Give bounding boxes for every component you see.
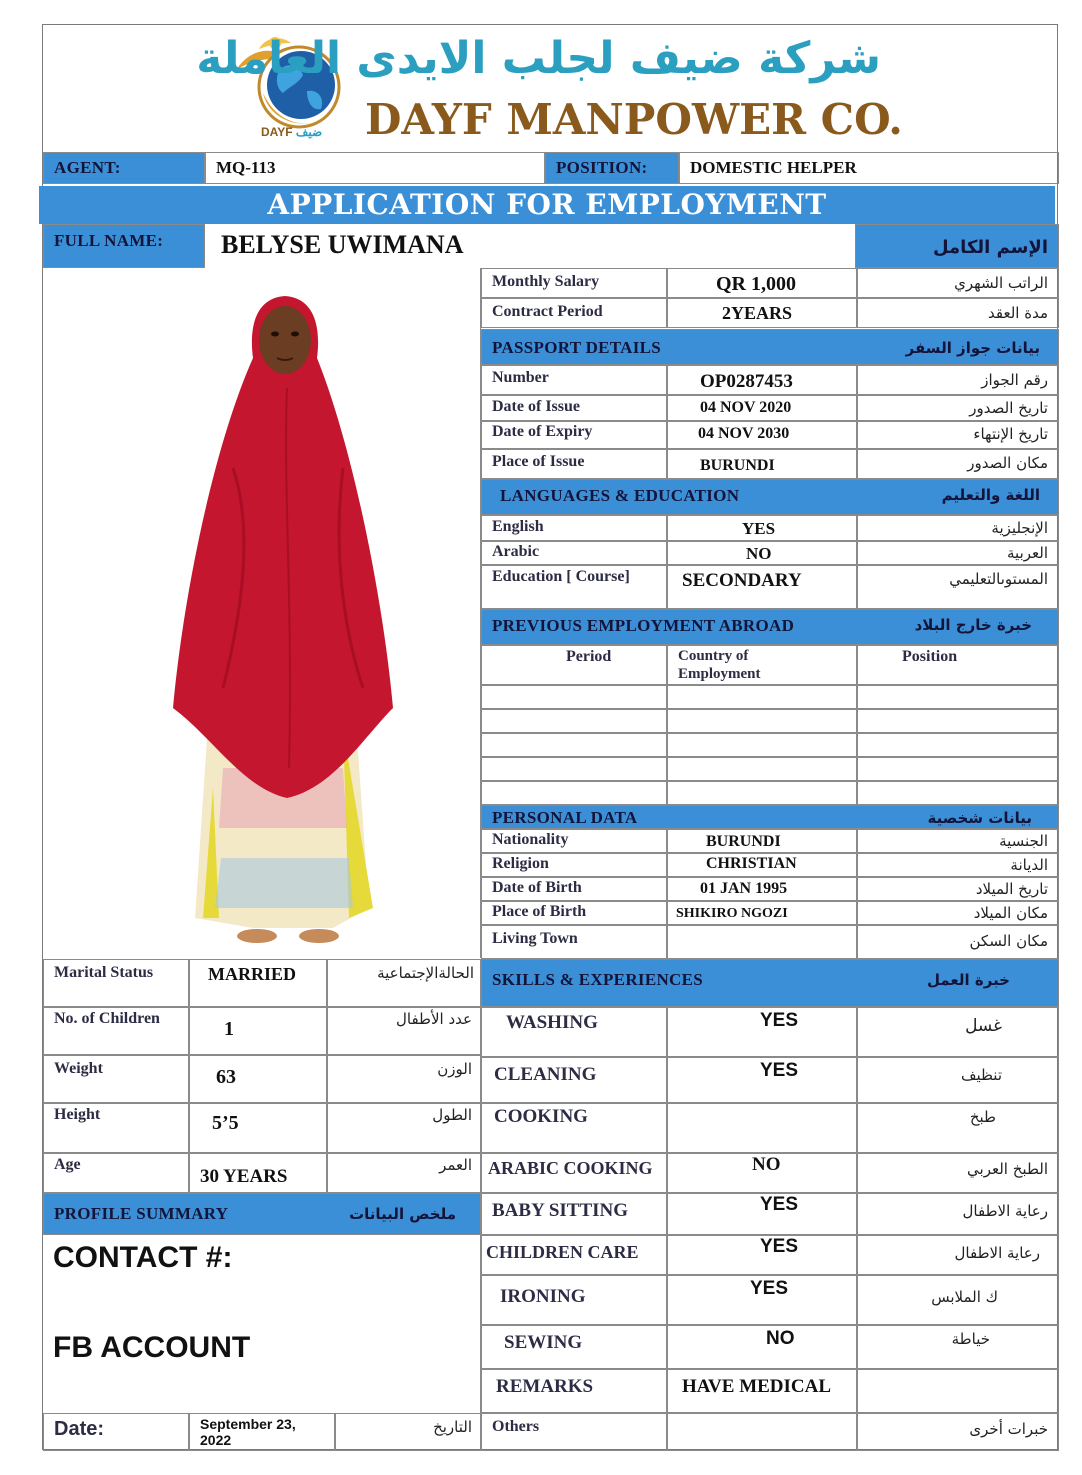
passport-issue-value: 04 NOV 2020	[700, 399, 792, 416]
skills-header	[481, 959, 1059, 1007]
baby-sitting-label: BABY SITTING	[492, 1200, 629, 1221]
left-row	[189, 1055, 327, 1103]
ironing-value: YES	[750, 1278, 789, 1299]
dob-label-ar: تاريخ الميلاد	[975, 880, 1048, 898]
full-name-label-ar: الإسم الكامل	[932, 237, 1048, 258]
agent-value: MQ-113	[216, 158, 276, 177]
religion-label: Religion	[492, 855, 549, 872]
left-row	[189, 1103, 327, 1153]
full-name-label: FULL NAME:	[54, 231, 164, 250]
language-row	[667, 541, 857, 565]
contract-ar-cell	[857, 298, 1059, 328]
passport-number-value: OP0287453	[700, 371, 793, 392]
children-label-ar: عدد الأطفال	[396, 1010, 472, 1028]
passport-row	[481, 421, 667, 449]
skill-row	[667, 1007, 857, 1057]
previous-empty-cell	[667, 757, 857, 781]
remarks-value: HAVE MEDICAL	[682, 1376, 832, 1397]
marital-label: Marital Status	[54, 964, 154, 981]
weight-label-ar: الوزن	[437, 1060, 472, 1078]
personal-row	[481, 877, 667, 901]
others-label-ar: خبرات أخرى	[969, 1420, 1048, 1438]
language-row	[857, 515, 1059, 541]
arabic-label: Arabic	[492, 543, 540, 560]
ironing-label-ar: ك الملابس	[931, 1288, 998, 1306]
form-title-bar	[39, 186, 1055, 224]
passport-place-label-ar: مكان الصدور	[967, 454, 1048, 472]
baby-sitting-value: YES	[760, 1194, 799, 1215]
personal-row	[857, 877, 1059, 901]
arabic-cooking-value: NO	[752, 1154, 781, 1175]
skill-row	[667, 1057, 857, 1103]
passport-row	[667, 395, 857, 421]
passport-row	[667, 421, 857, 449]
date-label: Date:	[54, 1418, 105, 1440]
arabic-label-ar: العربية	[1007, 544, 1048, 562]
height-label-ar: الطول	[432, 1106, 472, 1124]
previous-empty-cell	[667, 781, 857, 805]
salary-label-ar: الراتب الشهري	[954, 274, 1048, 292]
height-value: 5’5	[212, 1112, 239, 1134]
skill-row	[667, 1325, 857, 1369]
contract-value-cell	[667, 298, 857, 328]
religion-label-ar: الديانة	[1010, 856, 1048, 874]
languages-header	[481, 479, 1059, 515]
personal-row	[857, 901, 1059, 925]
logo-text-en: DAYF	[261, 125, 293, 139]
left-row	[327, 1007, 481, 1055]
personal-row	[667, 877, 857, 901]
previous-empty-cell	[481, 757, 667, 781]
previous-empty-cell	[857, 709, 1059, 733]
marital-value: MARRIED	[208, 964, 296, 984]
pob-label: Place of Birth	[492, 903, 587, 920]
cleaning-label-ar: تنظيف	[960, 1066, 1002, 1084]
age-label: Age	[54, 1156, 81, 1173]
date-label-ar: التاريخ	[433, 1418, 472, 1436]
marital-label-ar: الحالةالإجتماعية	[377, 964, 474, 982]
languages-header-label-ar: اللغة والتعليم	[941, 486, 1040, 504]
profile-header	[43, 1193, 481, 1235]
company-name-ar: شركة ضيف لجلب الايدى العاملة	[196, 33, 881, 84]
passport-row	[481, 449, 667, 479]
left-row	[327, 1103, 481, 1153]
personal-row	[481, 901, 667, 925]
skill-row	[667, 1235, 857, 1275]
passport-place-value: BURUNDI	[700, 457, 775, 474]
passport-row	[481, 395, 667, 421]
full-name-value-cell	[205, 224, 855, 268]
application-form	[42, 24, 1058, 1450]
others-row	[857, 1413, 1059, 1451]
passport-expiry-label: Date of Expiry	[492, 423, 593, 440]
salary-label-cell	[481, 268, 667, 298]
salary-value: QR 1,000	[716, 273, 796, 295]
dob-value: 01 JAN 1995	[700, 880, 788, 897]
date-value: September 23, 2022	[200, 1416, 296, 1448]
contact-label: CONTACT #:	[53, 1241, 233, 1274]
profile-body	[43, 1235, 481, 1413]
previous-empty-cell	[667, 685, 857, 709]
remarks-row	[667, 1369, 857, 1413]
left-row	[43, 959, 189, 1007]
left-row	[189, 959, 327, 1007]
position-value: DOMESTIC HELPER	[690, 158, 857, 177]
left-row	[43, 1153, 189, 1193]
washing-value: YES	[760, 1010, 799, 1031]
personal-row	[857, 853, 1059, 877]
full-name-label-cell	[43, 224, 205, 268]
skill-row	[857, 1057, 1059, 1103]
previous-header-label-ar: خبرة خارج البلاد	[914, 616, 1032, 634]
children-care-label: CHILDREN CARE	[486, 1242, 639, 1262]
language-row	[667, 515, 857, 541]
left-row	[327, 1153, 481, 1193]
previous-country-label: Country of Employment	[678, 648, 761, 682]
baby-sitting-label-ar: رعاية الاطفال	[962, 1202, 1048, 1220]
passport-issue-label-ar: تاريخ الصدور	[969, 399, 1048, 417]
personal-row	[481, 853, 667, 877]
previous-header-label: PREVIOUS EMPLOYMENT ABROAD	[492, 616, 795, 635]
contract-value: 2YEARS	[722, 303, 793, 323]
fb-account-label: FB ACCOUNT	[53, 1331, 251, 1364]
date-ar-cell	[335, 1413, 481, 1451]
logo-caption	[261, 125, 322, 139]
skill-row	[667, 1275, 857, 1325]
left-row	[43, 1007, 189, 1055]
nationality-label: Nationality	[492, 831, 569, 848]
left-row	[189, 1007, 327, 1055]
personal-row	[667, 829, 857, 853]
skill-row	[481, 1193, 667, 1235]
cleaning-label: CLEANING	[494, 1064, 597, 1085]
language-row	[481, 541, 667, 565]
education-label: Education [ Course]	[492, 568, 630, 585]
previous-col-position	[857, 645, 1059, 685]
skills-header-label-ar: خبرة العمل	[926, 971, 1010, 989]
passport-row	[667, 449, 857, 479]
previous-empty-cell	[857, 733, 1059, 757]
skill-row	[667, 1153, 857, 1193]
position-label: POSITION:	[556, 158, 648, 177]
left-row	[43, 1103, 189, 1153]
sewing-value: NO	[766, 1328, 795, 1349]
previous-empty-cell	[481, 781, 667, 805]
previous-header	[481, 609, 1059, 645]
skill-row	[857, 1325, 1059, 1369]
passport-row	[857, 395, 1059, 421]
education-label-ar: المستوىالتعليمي	[949, 570, 1048, 588]
personal-row	[667, 853, 857, 877]
language-row	[481, 565, 667, 609]
date-value-cell	[189, 1413, 335, 1451]
profile-header-label: PROFILE SUMMARY	[54, 1204, 229, 1223]
passport-issue-label: Date of Issue	[492, 398, 580, 415]
skill-row	[481, 1103, 667, 1153]
previous-empty-cell	[857, 781, 1059, 805]
english-label: English	[492, 518, 544, 535]
skill-row	[481, 1153, 667, 1193]
nationality-value: BURUNDI	[706, 833, 781, 850]
contract-label: Contract Period	[492, 303, 603, 320]
height-label: Height	[54, 1106, 101, 1123]
skill-row	[481, 1325, 667, 1369]
personal-row	[481, 829, 667, 853]
age-label-ar: العمر	[439, 1156, 472, 1174]
skills-header-label: SKILLS & EXPERIENCES	[492, 970, 704, 989]
position-value-cell	[679, 152, 1059, 184]
contract-label-cell	[481, 298, 667, 328]
personal-row	[667, 925, 857, 959]
living-town-label-ar: مكان السكن	[969, 932, 1048, 950]
agent-label: AGENT:	[54, 158, 121, 177]
children-care-label-ar: رعاية الاطفال	[954, 1244, 1040, 1262]
cleaning-value: YES	[760, 1060, 799, 1081]
remarks-row	[857, 1369, 1059, 1413]
agent-label-cell	[43, 152, 205, 184]
arabic-cooking-label: ARABIC COOKING	[488, 1158, 653, 1178]
date-label-cell	[43, 1413, 189, 1451]
previous-empty-cell	[481, 733, 667, 757]
previous-empty-cell	[857, 757, 1059, 781]
previous-position-label: Position	[902, 648, 958, 665]
passport-row	[667, 365, 857, 395]
form-title: APPLICATION FOR EMPLOYMENT	[267, 188, 827, 221]
passport-header	[481, 329, 1059, 365]
skill-row	[857, 1153, 1059, 1193]
previous-empty-cell	[667, 709, 857, 733]
company-name-en: DAYF MANPOWER CO.	[365, 95, 903, 144]
left-row	[43, 1055, 189, 1103]
personal-header	[481, 805, 1059, 829]
languages-header-label: LANGUAGES & EDUCATION	[500, 486, 740, 505]
passport-row	[857, 365, 1059, 395]
personal-row	[857, 925, 1059, 959]
previous-col-country	[667, 645, 857, 685]
arabic-cooking-label-ar: الطبخ العربي	[967, 1160, 1048, 1178]
skill-row	[857, 1275, 1059, 1325]
passport-row	[857, 421, 1059, 449]
personal-header-label: PERSONAL DATA	[492, 808, 638, 827]
remarks-label: REMARKS	[496, 1376, 594, 1397]
passport-expiry-label-ar: تاريخ الإنتهاء	[973, 425, 1048, 443]
left-row	[327, 1055, 481, 1103]
profile-header-label-ar: ملخص البيانات	[349, 1205, 456, 1223]
skill-row	[857, 1235, 1059, 1275]
full-name-ar-cell	[855, 224, 1059, 268]
sewing-label: SEWING	[504, 1332, 583, 1353]
sewing-label-ar: خياطة	[951, 1330, 990, 1348]
nationality-label-ar: الجنسية	[999, 832, 1048, 850]
education-value: SECONDARY	[682, 570, 802, 591]
english-value: YES	[742, 519, 776, 538]
washing-label-ar: غسل	[965, 1016, 1002, 1036]
weight-label: Weight	[54, 1060, 103, 1077]
children-care-value: YES	[760, 1236, 799, 1257]
salary-value-cell	[667, 268, 857, 298]
applicant-photo	[43, 268, 481, 958]
previous-empty-cell	[857, 685, 1059, 709]
washing-label: WASHING	[506, 1012, 598, 1033]
skill-row	[481, 1275, 667, 1325]
contract-label-ar: مدة العقد	[988, 304, 1048, 322]
english-label-ar: الإنجليزية	[991, 519, 1048, 537]
passport-header-label: PASSPORT DETAILS	[492, 338, 662, 357]
skill-row	[857, 1007, 1059, 1057]
weight-value: 63	[216, 1066, 236, 1088]
pob-label-ar: مكان الميلاد	[973, 904, 1048, 922]
children-value: 1	[224, 1018, 234, 1040]
skill-row	[667, 1103, 857, 1153]
others-label: Others	[492, 1418, 540, 1435]
skill-row	[481, 1007, 667, 1057]
position-label-cell	[545, 152, 679, 184]
dob-label: Date of Birth	[492, 879, 582, 896]
agent-value-cell	[205, 152, 545, 184]
previous-empty-cell	[667, 733, 857, 757]
left-row	[189, 1153, 327, 1193]
personal-row	[667, 901, 857, 925]
passport-header-label-ar: بيانات جواز السفر	[905, 339, 1040, 357]
full-name-value: BELYSE UWIMANA	[221, 230, 464, 259]
age-value: 30 YEARS	[200, 1166, 288, 1187]
arabic-value: NO	[746, 544, 772, 563]
logo-text-ar: ضيف	[295, 125, 323, 139]
skill-row	[857, 1193, 1059, 1235]
left-row	[327, 959, 481, 1007]
skill-row	[481, 1235, 667, 1275]
passport-row	[857, 449, 1059, 479]
salary-label: Monthly Salary	[492, 273, 600, 290]
religion-value: CHRISTIAN	[706, 855, 797, 872]
language-row	[857, 541, 1059, 565]
previous-col-period	[481, 645, 667, 685]
previous-empty-cell	[481, 709, 667, 733]
personal-row	[481, 925, 667, 959]
cooking-label: COOKING	[494, 1106, 588, 1127]
personal-header-label-ar: بيانات شخصية	[927, 809, 1032, 827]
salary-ar-cell	[857, 268, 1059, 298]
language-row	[481, 515, 667, 541]
passport-row	[481, 365, 667, 395]
previous-empty-cell	[481, 685, 667, 709]
pob-value: SHIKIRO NGOZI	[676, 906, 788, 921]
cooking-label-ar: طبخ	[969, 1108, 996, 1126]
passport-place-label: Place of Issue	[492, 453, 585, 470]
language-row	[667, 565, 857, 609]
passport-expiry-value: 04 NOV 2030	[698, 425, 790, 442]
personal-row	[857, 829, 1059, 853]
others-row	[481, 1413, 667, 1451]
skill-row	[667, 1193, 857, 1235]
children-label: No. of Children	[54, 1010, 160, 1027]
photo-area	[43, 268, 481, 958]
passport-number-label-ar: رقم الجواز	[981, 371, 1048, 389]
living-town-label: Living Town	[492, 930, 578, 947]
passport-number-label: Number	[492, 369, 549, 386]
language-row	[857, 565, 1059, 609]
ironing-label: IRONING	[500, 1286, 586, 1307]
skill-row	[857, 1103, 1059, 1153]
remarks-row	[481, 1369, 667, 1413]
others-row	[667, 1413, 857, 1451]
skill-row	[481, 1057, 667, 1103]
previous-period-label: Period	[566, 648, 612, 665]
